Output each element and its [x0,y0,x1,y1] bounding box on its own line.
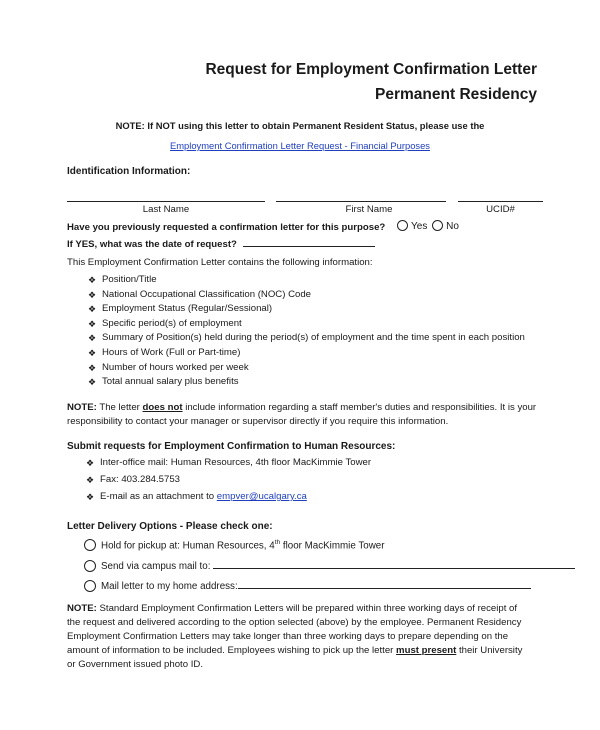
hold-pickup-option: Hold for pickup at: Human Resources, 4th floor MacKimmie Tower [84,539,385,552]
bullet-icon: ❖ [88,362,97,373]
bullet-icon: ❖ [88,347,97,358]
financial-purposes-link[interactable]: Employment Confirmation Letter Request - Financial Purposes [169,140,430,151]
campus-mail-field[interactable] [213,559,575,569]
yes-label: Yes [411,221,428,232]
bullet-icon: ❖ [88,304,97,315]
bullet-icon: ❖ [86,475,95,485]
request-date-label: If YES, what was the date of request? [67,239,237,250]
bullet-icon: ❖ [88,318,97,329]
duties-note-line2: responsibility to contact your manager or supervisor directly if you require this information. [67,416,449,427]
top-note: NOTE: If NOT using this letter to obtain Permanent Resident Status, please use the [115,120,485,131]
bottom-note: NOTE: Standard Employment Confirmation Letters will be prepared within three working days of receipt of the request and delivered according to the option selected (above) by the employee. Permanent Residency Employment Confirmation Letters may take longer than three working days to prepare depending on the amount of information to be included. Employees wishing to pick up the letter must present their University or Government issued photo ID. [67,603,523,671]
duties-note: NOTE: The letter does not include information regarding a staff member's duties and responsibilities. It is your [67,402,537,413]
ucid-label: UCID# [486,204,515,215]
identification-heading: Identification Information: [67,166,191,177]
campus-mail-option: Send via campus mail to: [84,559,575,573]
home-address-field[interactable] [238,579,531,589]
bullet-icon: ❖ [86,458,95,468]
submit-heading: Submit requests for Employment Confirmation to Human Resources: [67,441,396,452]
contains-intro: This Employment Confirmation Letter contains the following information: [67,257,373,268]
last-name-label: Last Name [142,204,190,215]
first-name-field[interactable] [276,201,446,202]
bullet-icon: ❖ [88,377,97,388]
must-present-emphasis: must present [396,645,457,657]
no-label: No [446,221,459,232]
email-link[interactable]: empver@ucalgary.ca [216,491,307,502]
ucid-field[interactable] [458,201,543,202]
request-date-field[interactable] [243,237,375,247]
home-address-option: Mail letter to my home address: [84,579,531,593]
no-radio[interactable] [432,220,443,231]
bullet-icon: ❖ [88,333,97,344]
document-title: Request for Employment Confirmation Letter [205,61,537,78]
previous-request-question: Have you previously requested a confirmation letter for this purpose? [67,222,386,233]
yes-no-options [397,220,459,234]
home-address-radio[interactable] [84,580,96,592]
last-name-field[interactable] [67,201,265,202]
bullet-icon: ❖ [88,289,97,300]
first-name-label: First Name [345,204,393,215]
bullet-icon: ❖ [86,492,95,502]
does-not-emphasis: does not [142,402,183,413]
hold-pickup-radio[interactable] [84,539,96,551]
note-label: NOTE: [67,603,97,614]
request-date-question [67,237,375,252]
document-subtitle: Permanent Residency [375,86,537,103]
yes-radio[interactable] [397,220,408,231]
campus-mail-radio[interactable] [84,560,96,572]
note-label: NOTE: [67,402,97,413]
delivery-heading: Letter Delivery Options - Please check one: [67,521,273,532]
bullet-icon: ❖ [88,275,97,285]
